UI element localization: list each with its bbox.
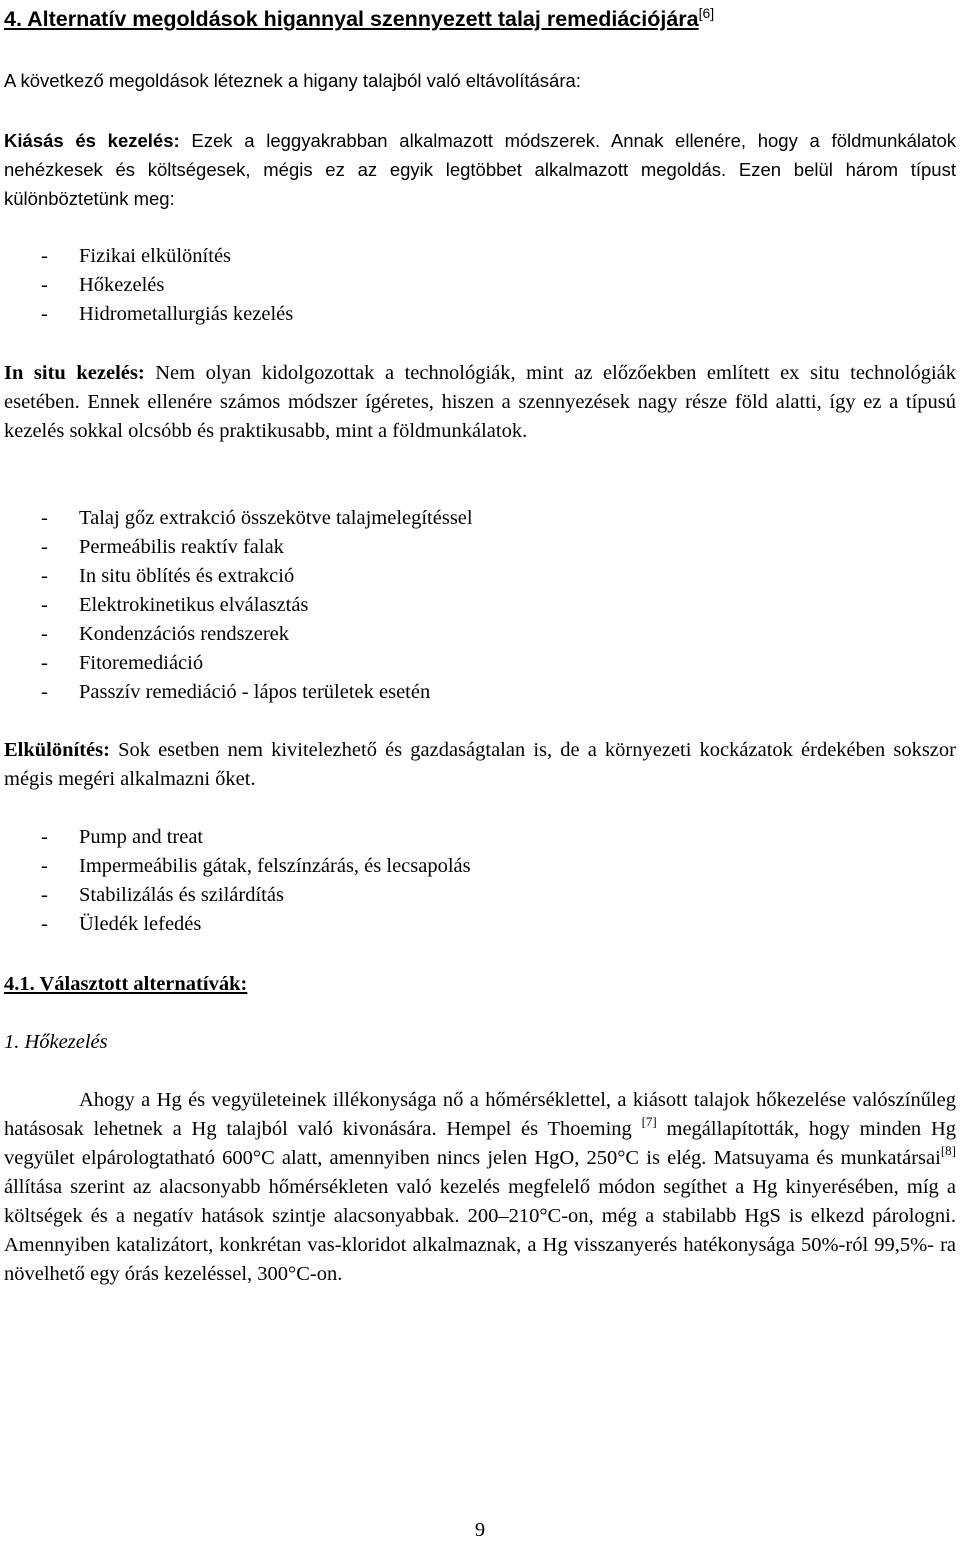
dash-marker: - <box>41 681 48 703</box>
list-item <box>4 591 956 620</box>
dash-marker: - <box>41 536 48 558</box>
list-item <box>4 562 956 591</box>
reference-7: [7] <box>641 1114 657 1129</box>
dash-marker: - <box>41 274 48 296</box>
section2-list <box>4 504 956 707</box>
heading-title: 4. Alternatív megoldások higannyal szennyezett talaj remediációjára <box>4 7 699 31</box>
section3-paragraph <box>4 736 956 794</box>
list-item-text: In situ öblítés és extrakció <box>79 565 295 587</box>
list-item-text: Impermeábilis gátak, felszínzárás, és lecsapolás <box>79 855 471 877</box>
dash-marker: - <box>41 303 48 325</box>
list-item-text: Fitoremediáció <box>79 652 204 674</box>
list-item-text: Üledék lefedés <box>79 913 202 935</box>
subsection-item-title: 1. Hőkezelés <box>4 1031 108 1053</box>
list-item <box>4 823 956 852</box>
list-item-text: Hidrometallurgiás kezelés <box>79 303 294 325</box>
section3-label: Elkülönítés: <box>4 739 110 761</box>
paragraph-text-2: megállapították, hogy minden Hg vegyület elpárologtatható 600°C alatt, amennyiben nincs jelen HgO, 250°C is elég. Matsuyama és munkatársai <box>4 1118 956 1169</box>
dash-marker: - <box>41 594 48 616</box>
list-item-text: Passzív remediáció - lápos területek esetén <box>79 681 431 703</box>
section2-paragraph <box>4 359 956 446</box>
dash-marker: - <box>41 565 48 587</box>
hokezeles-paragraph <box>4 1086 956 1289</box>
section1-text: Ezek a leggyakrabban alkalmazott módszerek. Annak ellenére, hogy a földmunkálatok nehézkesek és költségesek, mégis ez az egyik legtöbbet alkalmazott megoldás. Ezen belül három típust különböztetünk meg: <box>4 130 956 209</box>
page-number: 9 <box>474 1519 486 1541</box>
dash-marker: - <box>41 623 48 645</box>
list-item <box>4 242 956 271</box>
dash-marker: - <box>41 913 48 935</box>
list-item <box>4 910 956 939</box>
section1-label: Kiásás és kezelés: <box>4 130 180 151</box>
list-item <box>4 620 956 649</box>
section2-label: In situ kezelés: <box>4 362 145 384</box>
dash-marker: - <box>41 884 48 906</box>
list-item-text: Kondenzációs rendszerek <box>79 623 290 645</box>
reference-8: [8] <box>940 1143 956 1158</box>
list-item <box>4 852 956 881</box>
list-item-text: Pump and treat <box>79 826 204 848</box>
list-item <box>4 881 956 910</box>
subsection-title: 4.1. Választott alternatívák: <box>4 973 248 995</box>
list-item-text: Elektrokinetikus elválasztás <box>79 594 309 616</box>
section-heading <box>4 4 956 34</box>
list-item <box>4 271 956 300</box>
list-item <box>4 300 956 329</box>
list-item-text: Stabilizálás és szilárdítás <box>79 884 284 906</box>
paragraph-text-1: Ahogy a Hg és vegyületeinek illékonysága nő a hőmérséklettel, a kiásott talajok hőkezelése valószínűleg hatásosak lehetnek a Hg talajból való kivonására. Hempel és Thoeming <box>4 1089 956 1140</box>
list-item <box>4 504 956 533</box>
dash-marker: - <box>41 245 48 267</box>
dash-marker: - <box>41 826 48 848</box>
heading-reference: [6] <box>698 5 715 21</box>
list-item-text: Talaj gőz extrakció összekötve talajmelegítéssel <box>79 507 473 529</box>
section3-text: Sok esetben nem kivitelezhető és gazdaságtalan is, de a környezeti kockázatok érdekében sokszor mégis megéri alkalmazni őket. <box>4 739 956 790</box>
list-item <box>4 649 956 678</box>
list-item-text: Fizikai elkülönítés <box>79 245 232 267</box>
dash-marker: - <box>41 652 48 674</box>
section1-list <box>4 242 956 329</box>
list-item-text: Permeábilis reaktív falak <box>79 536 284 558</box>
section1-paragraph <box>4 126 956 213</box>
section3-list <box>4 823 956 939</box>
list-item <box>4 533 956 562</box>
dash-marker: - <box>41 507 48 529</box>
dash-marker: - <box>41 855 48 877</box>
list-item <box>4 678 956 707</box>
list-item-text: Hőkezelés <box>79 274 165 296</box>
section2-text: Nem olyan kidolgozottak a technológiák, mint az előzőekben említett ex situ technológiák esetében. Ennek ellenére számos módszer ígéretes, hiszen a szennyezések nagy része föld alatti, így ez a típusú kezelés sokkal olcsóbb és praktikusabb, mint a földmunkálatok. <box>4 362 957 442</box>
intro-paragraph: A következő megoldások léteznek a higany talajból való eltávolítására: <box>4 70 581 91</box>
paragraph-text-3: állítása szerint az alacsonyabb hőmérsékleten való kezelés megfelelő módon segíthet a Hg kinyerésében, míg a költségek és a negatív hatások szintje alacsonyabbak. 200–210°C-on, még a stabilabb HgS is elkezd párologni. Amennyiben katalizátort, konkrétan vas-kloridot alkalmaznak, a Hg visszanyerés hatékonysága 50%-ról 99,5%- ra növelhető egy órás kezeléssel, 300°C-on. <box>4 1176 956 1285</box>
